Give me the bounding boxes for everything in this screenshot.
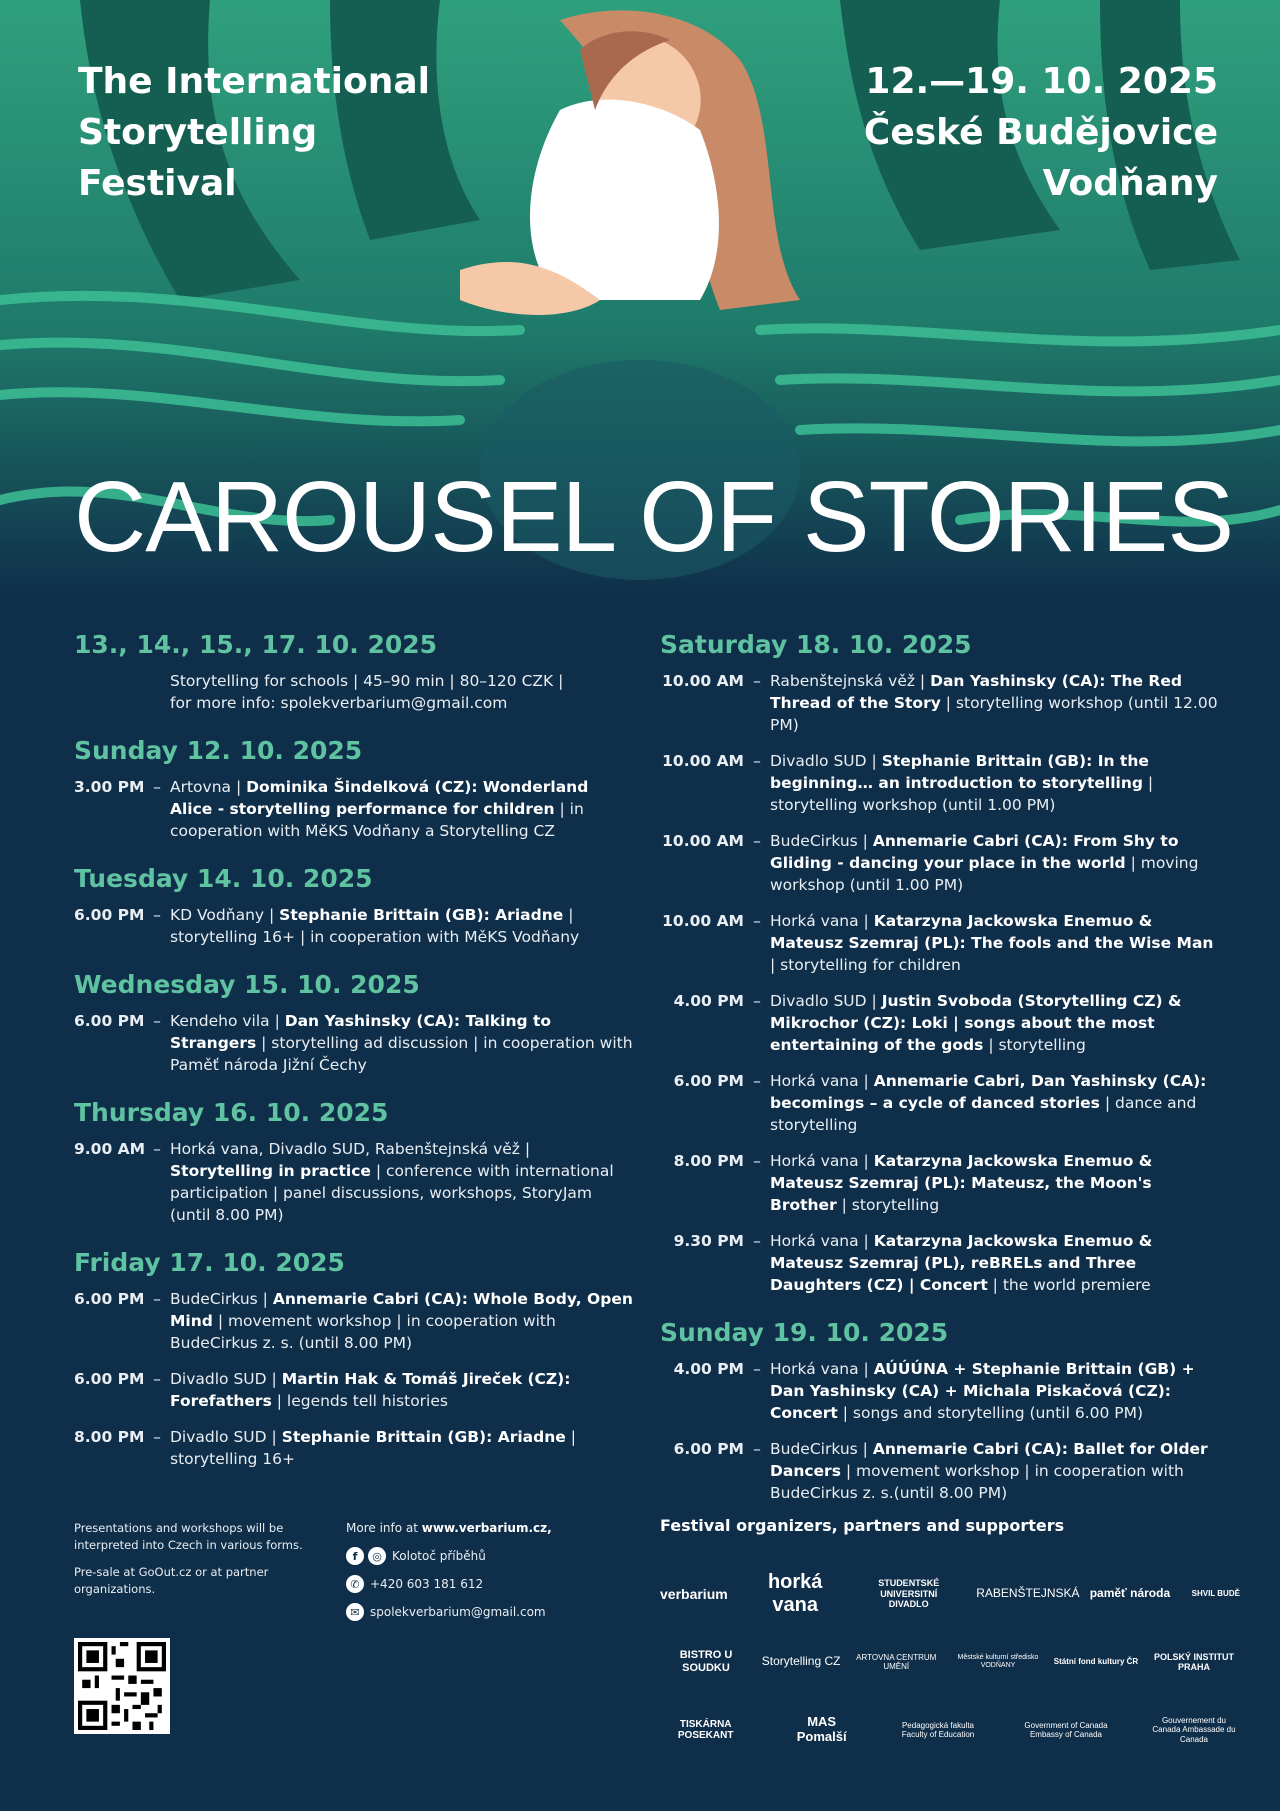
event-row [74,776,634,842]
event-title: Annemarie Cabri (CA): Whole Body, Open Mind [170,1290,633,1330]
event-details [770,1438,1220,1504]
event-title: Dan Yashinsky (CA): The Red Thread of the Story [770,672,1182,712]
website-link[interactable]: www.verbarium.cz, [421,1521,552,1535]
event-time: 10.00 AM [662,832,744,850]
event-details [770,990,1220,1056]
event-venue: BudeCirkus | [770,1440,868,1458]
day-title: Wednesday 15. 10. 2025 [74,970,420,999]
event-venue: Divadlo SUD | [770,992,877,1010]
partner-logo[interactable]: RABENŠTEJNSKÁ [976,1586,1080,1601]
event-dash: – [153,1290,161,1308]
event-dash: – [753,912,761,930]
event-time: 4.00 PM [673,992,744,1010]
event-venue: Horká vana | [770,1232,869,1250]
event-time: 6.00 PM [74,1290,145,1308]
event-notes: | storytelling ad discussion | in cooperation with Paměť národa Jižní Čechy [170,1034,633,1074]
event-venue: Horká vana, Divadlo SUD, Rabenštejnská věž | [170,1140,531,1158]
footer-contacts [346,1520,596,1621]
partner-logo[interactable]: MAS Pomalší [796,1714,847,1744]
presale-note: Pre-sale at GoOut.cz or at partner organizations. [74,1565,269,1596]
schools-info [74,670,634,714]
event-details [170,904,634,948]
email-contact[interactable] [346,1603,596,1621]
partner-logo[interactable]: horká vana [767,1571,823,1616]
partners-title: Festival organizers, partners and supporters [660,1516,1065,1535]
schools-block [74,628,634,714]
phone-icon: ✆ [346,1575,364,1593]
event-row [660,1070,1220,1136]
event-title: Storytelling in practice [170,1162,371,1180]
event-row [660,990,1220,1056]
event-notes: | dance and storytelling [770,1094,1197,1134]
event-dash: – [153,1428,161,1446]
event-time: 6.00 PM [74,906,145,924]
logo-row [660,1696,1240,1764]
event-dash: – [153,906,161,924]
event-time: 4.00 PM [673,1360,744,1378]
event-details [170,1138,634,1226]
event-time: 8.00 PM [673,1152,744,1170]
qr-code-icon [78,1642,166,1730]
day-title: Sunday 12. 10. 2025 [74,736,363,765]
event-dash: – [753,752,761,770]
event-details [770,1358,1220,1424]
event-title: Dan Yashinsky (CA): Talking to Strangers [170,1012,552,1052]
event-title: Dominika Šindelková (CZ): Wonderland Alice - storytelling performance for children [170,778,589,818]
event-row [74,904,634,948]
event-details [770,750,1220,816]
festival-name-line: The International [78,61,431,102]
partner-logo[interactable]: verbarium [660,1585,728,1602]
day-title: 13., 14., 15., 17. 10. 2025 [74,630,438,659]
event-row [660,1438,1220,1504]
festival-place: České Budějovice [863,112,1218,153]
right-days [660,628,1220,1504]
event-time: 6.00 PM [74,1012,145,1030]
event-title: AÚÚÚNA + Stephanie Brittain (GB) + Dan Yashinsky (CA) + Michala Piskačová (CZ): Concert [770,1360,1195,1422]
event-title: Annemarie Cabri (CA): Ballet for Older Dancers [770,1440,1208,1480]
event-time: 9.00 AM [74,1140,146,1158]
partner-logo[interactable]: paměť národa [1089,1586,1171,1601]
event-details [770,1150,1220,1216]
event-notes: | conference with international participation | panel discussions, workshops, StoryJam (until 8.00 PM) [170,1162,614,1224]
facebook-icon: f [346,1547,364,1565]
mail-icon: ✉ [346,1603,364,1621]
event-notes: | movement workshop | in cooperation with BudeCirkus z. s.(until 8.00 PM) [770,1462,1184,1502]
logo-row [660,1628,1240,1696]
day-block [660,1316,1220,1504]
event-notes: | storytelling [988,1036,1086,1054]
partner-logo[interactable]: TISKÁRNA POSEKANT [677,1718,734,1741]
partner-logo[interactable]: Pedagogická fakulta Faculty of Education [901,1720,975,1739]
day-title: Sunday 19. 10. 2025 [660,1318,949,1347]
event-dash: – [753,1072,761,1090]
day-block [74,734,634,842]
event-time: 6.00 PM [673,1440,744,1458]
event-notes: | storytelling [841,1196,940,1214]
event-time: 10.00 AM [662,752,744,770]
event-row [660,750,1220,816]
event-row [74,1426,634,1470]
event-venue: Divadlo SUD | [770,752,877,770]
event-details [770,830,1220,896]
program-right-column [660,628,1220,1524]
event-row [660,910,1220,976]
event-row [660,1230,1220,1296]
festival-name-line: Storytelling [78,112,318,153]
event-time: 6.00 PM [74,1370,145,1388]
event-dash: – [153,1012,161,1030]
event-dash: – [753,1152,761,1170]
event-dash: – [753,992,761,1010]
day-title: Saturday 18. 10. 2025 [660,630,972,659]
day-block [660,628,1220,1296]
event-time: 10.00 AM [662,672,744,690]
phone-number: +420 603 181 612 [370,1576,484,1591]
partner-logo[interactable]: ARTOVNA CENTRUM UMĚNÍ [856,1652,937,1671]
event-dash: – [753,1440,761,1458]
event-title: Katarzyna Jackowska Enemuo & Mateusz Szemraj (PL): The fools and the Wise Man [770,912,1214,952]
event-notes: | moving workshop (until 1.00 PM) [770,854,1199,894]
event-title: Justin Svoboda (Storytelling CZ) & Mikrochor (CZ): Loki | songs about the most entertaining of the gods [770,992,1182,1054]
day-block [74,1246,634,1470]
event-row [74,1010,634,1076]
event-row [74,1288,634,1354]
event-time: 6.00 PM [673,1072,744,1090]
event-title: Martin Hak & Tomáš Jireček (CZ): Forefathers [170,1370,571,1410]
event-venue: Horká vana | [770,1360,869,1378]
interpretation-note: Presentations and workshops will be interpreted into Czech in various forms. [74,1521,303,1552]
partner-logo[interactable]: Government of Canada Embassy of Canada [1024,1720,1108,1739]
event-notes: | in cooperation with MěKS Vodňany a Storytelling CZ [170,800,584,840]
event-notes: | songs and storytelling (until 6.00 PM) [842,1404,1144,1422]
event-venue: Horká vana | [770,912,869,930]
event-title: Katarzyna Jackowska Enemuo & Mateusz Szemraj (PL): Mateusz, the Moon's Brother [770,1152,1153,1214]
event-row [660,830,1220,896]
event-dash: – [153,1140,161,1158]
partner-logo[interactable]: POLSKÝ INSTITUT PRAHA [1153,1651,1234,1672]
partner-logo[interactable]: SHVIL BUDĚ [1191,1589,1240,1599]
event-title: Katarzyna Jackowska Enemuo & Mateusz Szemraj (PL), reBRELs and Three Daughters (CZ) | Concert [770,1232,1153,1294]
event-details [170,1368,634,1412]
event-venue: Kendeho vila | [170,1012,280,1030]
event-dash: – [153,1370,161,1388]
event-venue: Divadlo SUD | [170,1370,277,1388]
event-notes: | movement workshop | in cooperation with BudeCirkus z. s. (until 8.00 PM) [170,1312,556,1352]
logo-row [660,1560,1240,1628]
festival-name [78,56,430,209]
event-dash: – [753,672,761,690]
social-contact[interactable] [346,1547,596,1565]
qr-code[interactable] [74,1638,170,1734]
instagram-icon: ◎ [368,1547,386,1565]
event-dash: – [753,832,761,850]
event-row [660,670,1220,736]
day-title: Thursday 16. 10. 2025 [74,1098,389,1127]
day-block [74,1096,634,1226]
event-details [170,1010,634,1076]
schools-contact: for more info: spolekverbarium@gmail.com [170,694,508,712]
event-dash: – [153,778,161,796]
day-title: Friday 17. 10. 2025 [74,1248,345,1277]
partner-logo[interactable]: Státní fond kultury ČR [1053,1657,1139,1667]
partner-logo[interactable]: Gouvernement du Canada Ambassade du Canada [1152,1716,1236,1744]
event-notes: | storytelling 16+ [170,1428,576,1468]
event-time: 3.00 PM [74,778,145,796]
event-venue: Horká vana | [770,1152,869,1170]
partner-logo[interactable]: Storytelling CZ [761,1654,841,1669]
partner-logo[interactable]: BISTRO U SOUDKU [679,1649,733,1674]
event-row [660,1150,1220,1216]
phone-contact[interactable] [346,1575,596,1593]
event-details [770,1070,1220,1136]
event-row [660,1358,1220,1424]
event-details [170,1426,634,1470]
email-address: spolekverbarium@gmail.com [370,1604,546,1619]
partner-logos [660,1560,1240,1764]
event-title: Stephanie Brittain (GB): Ariadne [281,1428,566,1446]
event-time: 9.30 PM [673,1232,744,1250]
schools-line: Storytelling for schools | 45–90 min | 80–120 CZK | [170,672,564,690]
program-left-column [74,628,634,1490]
event-time: 10.00 AM [662,912,744,930]
festival-name-line: Festival [78,163,237,204]
event-notes: | storytelling workshop (until 12.00 PM) [770,694,1218,734]
event-row [74,1138,634,1226]
event-venue: Divadlo SUD | [170,1428,277,1446]
event-notes: | storytelling workshop (until 1.00 PM) [770,774,1154,814]
event-venue: Horká vana | [770,1072,869,1090]
footer-notes [74,1520,334,1608]
event-notes: | storytelling for children [770,956,961,974]
event-details [770,670,1220,736]
event-venue: BudeCirkus | [770,832,868,850]
day-block [74,968,634,1076]
event-venue: Rabenštejnská věž | [770,672,926,690]
event-notes: | the world premiere [992,1276,1151,1294]
event-details [770,910,1220,976]
event-title: Stephanie Brittain (GB): In the beginning… an introduction to storytelling [770,752,1149,792]
festival-dates: 12.—19. 10. 2025 [865,61,1218,102]
event-details [170,776,634,842]
event-venue: Artovna | [170,778,242,796]
event-title: Annemarie Cabri, Dan Yashinsky (CA): becomings – a cycle of danced stories [770,1072,1207,1112]
event-time: 8.00 PM [74,1428,145,1446]
partner-logo[interactable]: STUDENTSKÉ UNIVERSITNÍ DIVADLO [878,1578,940,1610]
event-dash: – [753,1232,761,1250]
event-title: Stephanie Brittain (GB): Ariadne [279,906,564,924]
event-row [74,1368,634,1412]
day-block [74,862,634,948]
event-details [170,1288,634,1354]
event-details [770,1230,1220,1296]
festival-dates-places [864,56,1218,209]
festival-place: Vodňany [1042,163,1218,204]
more-info: More info at www.verbarium.cz, [346,1521,552,1535]
event-notes: | legends tell histories [276,1392,448,1410]
event-venue: KD Vodňany | [170,906,275,924]
page-title: CAROUSEL OF STORIES [74,461,1234,573]
partner-logo[interactable]: Městské kulturní středisko VODŇANY [957,1653,1039,1669]
event-dash: – [753,1360,761,1378]
day-title: Tuesday 14. 10. 2025 [74,864,373,893]
event-notes: | storytelling 16+ | in cooperation with MěKS Vodňany [170,906,580,946]
event-venue: BudeCirkus | [170,1290,268,1308]
event-title: Annemarie Cabri (CA): From Shy to Gliding - dancing your place in the world [770,832,1179,872]
social-handle: Kolotoč příběhů [392,1548,486,1563]
left-days [74,734,634,1470]
